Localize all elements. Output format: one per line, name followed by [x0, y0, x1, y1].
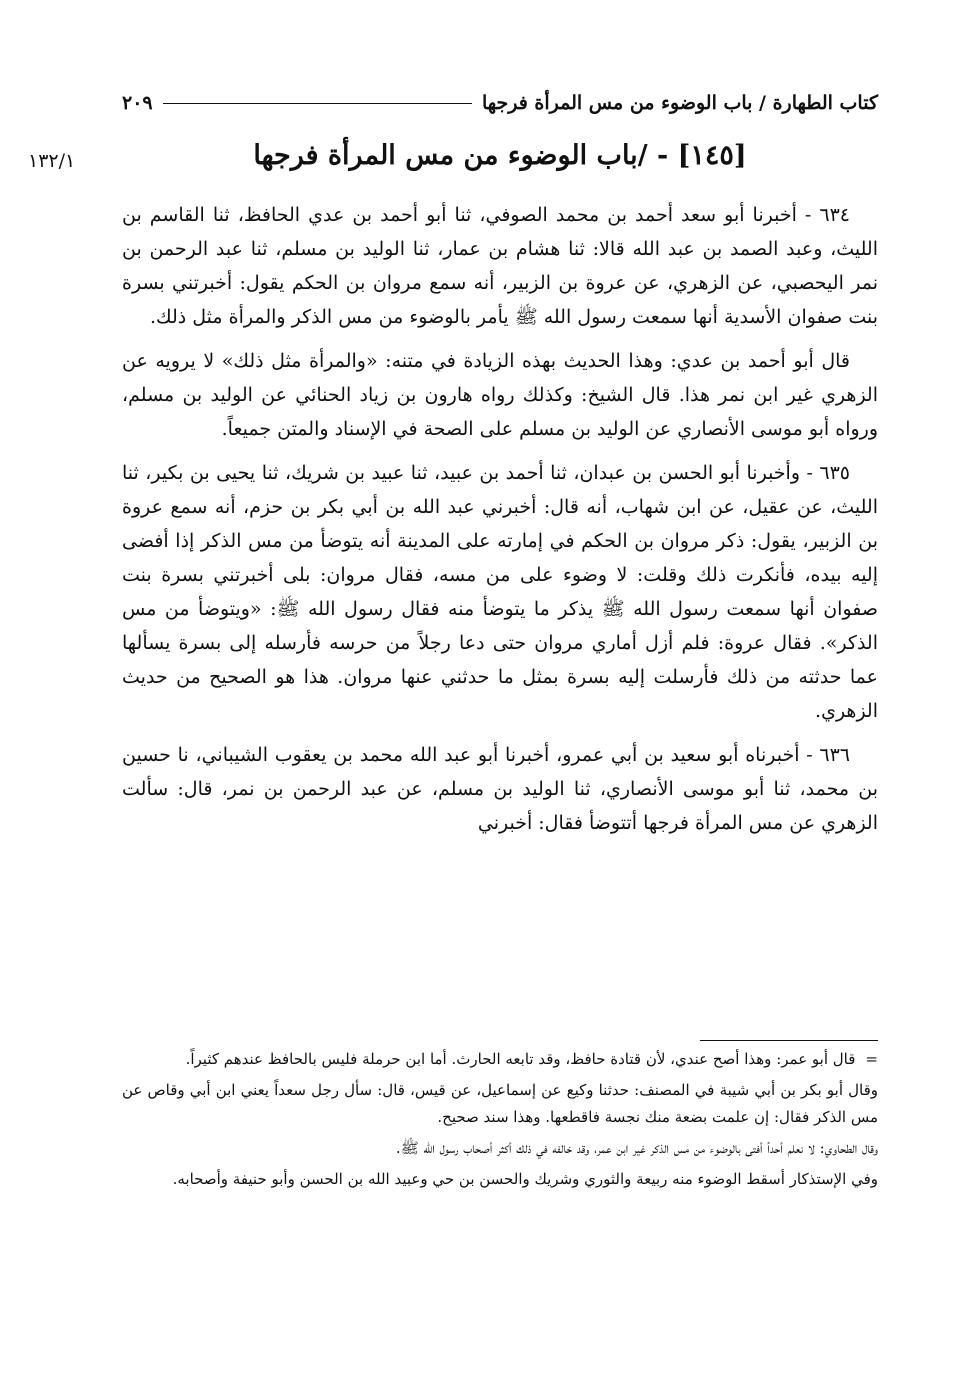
- paragraph-635: ٦٣٥ - وأخبرنا أبو الحسن بن عبدان، ثنا أحمد بن عبيد، ثنا عبيد بن شريك، ثنا يحيى بن بكير، ثنا الليث، عن عقيل، عن ابن شهاب، أنه قال: أخبرني عبد الله بن أبي بكر بن حزم، أنه سمع عروة بن الزبير، يقول: ذكر مروان بن الحكم في إمارته على المدينة أنه يتوضأ من مس الذكر إذا أفضى إليه بيده، فأنكرت ذلك وقلت: لا وضوء على من مسه، فقال مروان: بلى أخبرتني بسرة بنت صفوان أنها سمعت رسول الله ﷺ يذكر ما يتوضأ منه فقال رسول الله ﷺ: «ويتوضأ من مس الذكر». فقال عروة: فلم أزل أماري مروان حتى دعا رجلاً من حرسه فأرسله إلى بسرة يسألها عما حدثته من ذلك فأرسلت إليه بسرة بمثل ما حدثني عنها مروان. هذا هو الصحيح من حديث الزهري.: [122, 462, 878, 722]
- footnote-item: [122, 1046, 878, 1073]
- footnote-continuation-mark: =: [865, 1050, 878, 1068]
- side-reference: ١٣٢/١: [28, 150, 76, 172]
- footnote-item: وفي الإستذكار أسقط الوضوء منه ربيعة والثوري وشريك والحسن بن حي وعبيد الله بن الحسن وأبو حنيفة وأصحابه.: [172, 1170, 878, 1188]
- paragraph-636: ٦٣٦ - أخبرناه أبو سعيد بن أبي عمرو، أخبرنا أبو عبد الله محمد بن يعقوب الشيباني، نا حسين بن محمد، ثنا أبو موسى الأنصاري، ثنا الوليد بن مسلم، عن عبد الرحمن بن نمر، قال: سألت الزهري عن مس المرأة فرجها أتتوضأ فقال: أخبرني: [122, 744, 878, 834]
- footnote-separator: [700, 1040, 878, 1041]
- footnote-text: قال أبو عمر: وهذا أصح عندي، لأن قتادة حافظ، وقد تابعه الحارث. أما ابن حرملة فليس بالحافظ عندهم كثيراً.: [185, 1050, 856, 1068]
- header-rule: [163, 103, 472, 104]
- main-text: [122, 198, 878, 850]
- footnote-item: وقال الطحاوي: لا نعلم أحداً أفتى بالوضوء من مس الذكر غير ابن عمر، وقد خالفه في ذلك أكثر أصحاب رسول الله ﷺ.: [395, 1139, 878, 1157]
- paragraph-commentary: قال أبو أحمد بن عدي: وهذا الحديث بهذه الزيادة في متنه: «والمرأة مثل ذلك» لا يرويه عن الزهري غير ابن نمر هذا. قال الشيخ: وكذلك رواه هارون بن زياد الحنائي عن الوليد بن مسلم، ورواه أبو موسى الأنصاري عن الوليد بن مسلم على الصحة في الإسناد والمتن جميعاً.: [122, 350, 878, 440]
- page-number: ٢٠٩: [122, 92, 153, 114]
- paragraph-634: ٦٣٤ - أخبرنا أبو سعد أحمد بن محمد الصوفي، ثنا أبو أحمد بن عدي الحافظ، ثنا القاسم بن الليث، وعبد الصمد بن عبد الله قالا: ثنا هشام بن عمار، ثنا الوليد بن مسلم، ثنا عبد الرحمن بن نمر اليحصبي، عن الزهري، عن عروة بن الزبير، أنه سمع مروان بن الحكم يقول: أخبرتني بسرة بنت صفوان الأسدية أنها سمعت رسول الله ﷺ يأمر بالوضوء من مس الذكر والمرأة مثل ذلك.: [122, 204, 878, 328]
- running-header: [122, 88, 878, 118]
- footnotes: [122, 1046, 878, 1197]
- header-title: كتاب الطهارة / باب الوضوء من مس المرأة فرجها: [481, 92, 878, 114]
- chapter-title: [١٤٥] - /باب الوضوء من مس المرأة فرجها: [253, 140, 747, 171]
- footnote-item: وقال أبو بكر بن أبي شيبة في المصنف: حدثنا وكيع عن إسماعيل، عن قيس، قال: سأل رجل سعداً يعني ابن أبي وقاص عن مس الذكر فقال: إن علمت بضعة منك نجسة فاقطعها. وهذا سند صحيح.: [122, 1081, 878, 1126]
